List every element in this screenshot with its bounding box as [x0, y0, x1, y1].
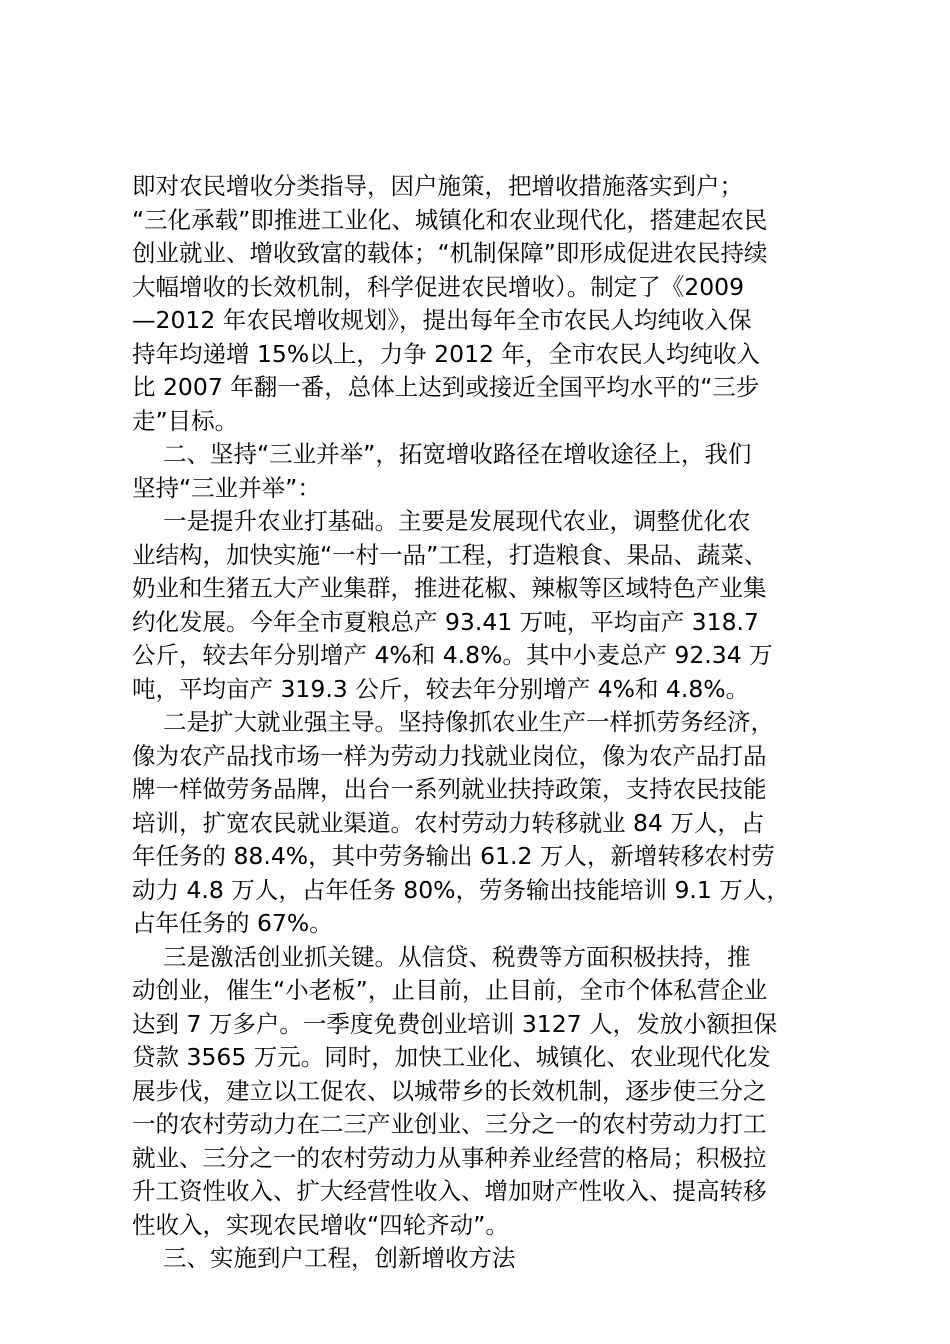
paragraph-start: 二是扩大就业强主导。坚持像抓农业生产一样抓劳务经济， — [163, 708, 774, 736]
text-line: 创业就业、增收致富的载体；“机制保障”即形成促进农民持续 — [132, 239, 768, 267]
text-line: 大幅增收的长效机制，科学促进农民增收）。制定了《2009 — [132, 272, 745, 301]
text-line: 比 2007 年翻一番，总体上达到或接近全国平均水平的“三步 — [132, 373, 760, 401]
text-line: 性收入，实现农民增收“四轮齐动”。 — [132, 1210, 509, 1239]
text-line: 年任务的 88.4%，其中劳务输出 61.2 万人，新增转移农村劳 — [132, 842, 775, 870]
text-line: —2012 年农民增收规划》，提出每年全市农民人均纯收入保 — [132, 306, 752, 334]
text-line: 约化发展。今年全市夏粮总产 93.41 万吨，平均亩产 318.7 — [132, 607, 759, 636]
text-line: 展步伐，建立以工促农、以城带乡的长效机制，逐步使三分之 — [132, 1076, 767, 1105]
text-line: 升工资性收入、扩大经营性收入、增加财产性收入、提高转移 — [132, 1177, 767, 1205]
text-line: 达到 7 万多户。一季度免费创业培训 3127 人，发放小额担保 — [132, 1009, 778, 1038]
text-line: 吨，平均亩产 319.3 公斤，较去年分别增产 4%和 4.8%。 — [132, 674, 750, 703]
section-heading: 二、坚持“三业并举”，拓宽增收路径在增收途径上，我们 — [163, 440, 752, 468]
text-line: “三化承载”即推进工业化、城镇化和农业现代化，搭建起农民 — [132, 205, 768, 234]
text-line: 动力 4.8 万人，占年任务 80%，劳务输出技能培训 9.1 万人， — [132, 875, 790, 904]
text-line: 就业、三分之一的农村劳动力从事种养业经营的格局；积极拉 — [132, 1143, 767, 1172]
text-line: 像为农产品找市场一样为劳动力找就业岗位，像为农产品打品 — [132, 741, 767, 770]
text-line: 占年任务的 67%。 — [132, 909, 333, 937]
section-heading: 三、实施到户工程，创新增收方法 — [163, 1244, 516, 1272]
paragraph-start: 三是激活创业抓关键。从信贷、税费等方面积极扶持，推 — [163, 942, 751, 971]
text-line: 牌一样做劳务品牌，出台一系列就业扶持政策，支持农民技能 — [132, 775, 767, 803]
text-line: 走”目标。 — [132, 406, 239, 435]
text-line: 即对农民增收分类指导，因户施策，把增收措施落实到户； — [132, 172, 743, 200]
text-line: 公斤，较去年分别增产 4%和 4.8%。其中小麦总产 92.34 万 — [132, 641, 773, 669]
text-line: 业结构，加快实施“一村一品”工程，打造粮食、果品、蔬菜、 — [132, 540, 768, 569]
text-line: 动创业，催生“小老板”，止目前，止目前，全市个体私营企业 — [132, 976, 768, 1004]
text-line: 培训，扩宽农民就业渠道。农村劳动力转移就业 84 万人，占 — [132, 808, 765, 837]
text-line: 坚持“三业并举”： — [132, 473, 321, 502]
text-line: 一的农村劳动力在二三产业创业、三分之一的农村劳动力打工 — [132, 1110, 767, 1138]
paragraph-start: 一是提升农业打基础。主要是发展现代农业，调整优化农 — [163, 507, 751, 535]
text-line: 持年均递增 15%以上，力争 2012 年，全市农民人均纯收入 — [132, 339, 760, 368]
body-text — [132, 170, 832, 1276]
text-line: 奶业和生猪五大产业集群，推进花椒、辣椒等区域特色产业集 — [132, 574, 767, 602]
text-line: 贷款 3565 万元。同时，加快工业化、城镇化、农业现代化发 — [132, 1043, 771, 1071]
